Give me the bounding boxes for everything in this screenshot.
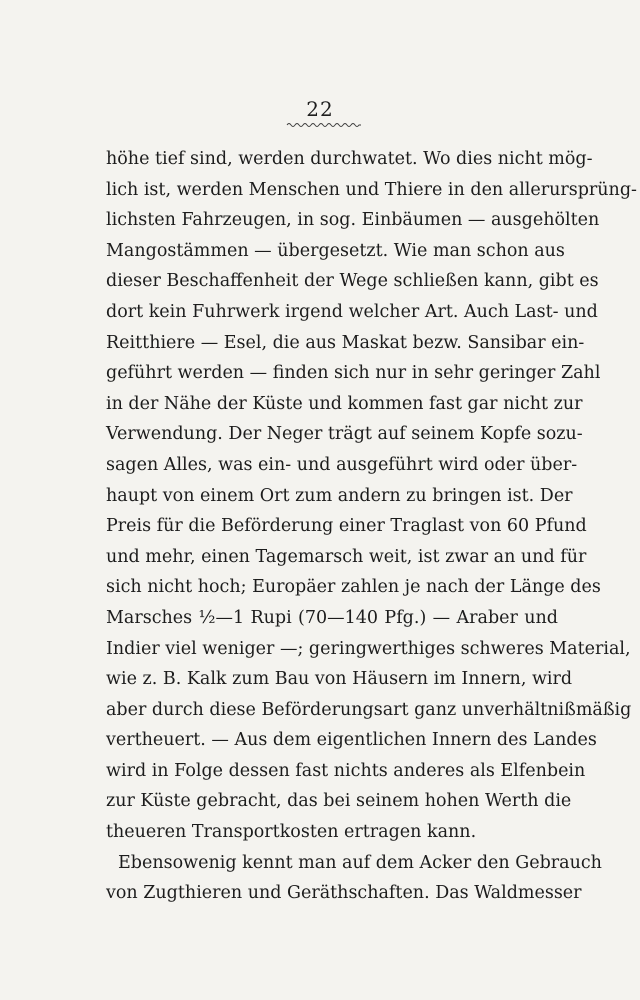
text-line: vertheuert. — Aus dem eigentlichen Innern des Landes bbox=[106, 730, 597, 751]
text-line: aber durch diese Beförderungsart ganz unverhältnißmäßig bbox=[106, 699, 632, 720]
text-line: sagen Alles, was ein- und ausgeführt wird oder über- bbox=[106, 454, 578, 475]
text-line: dort kein Fuhrwerk irgend welcher Art. Auch Last- und bbox=[106, 301, 598, 322]
paragraph-end-line: theueren Transportkosten ertragen kann. bbox=[106, 822, 477, 843]
body-text bbox=[106, 144, 637, 909]
text-line: lich ist, werden Menschen und Thiere in den allerursprüng- bbox=[106, 179, 637, 200]
text-line: wird in Folge dessen fast nichts anderes als Elfenbein bbox=[106, 760, 586, 781]
text-line: sich nicht hoch; Europäer zahlen je nach der Länge des bbox=[106, 577, 601, 598]
text-line: Preis für die Beförderung einer Traglast von 60 Pfund bbox=[106, 516, 587, 537]
text-line: Verwendung. Der Neger trägt auf seinem Kopfe sozu- bbox=[106, 424, 583, 445]
ornamental-rule bbox=[287, 122, 361, 128]
text-line: zur Küste gebracht, das bei seinem hohen Werth die bbox=[106, 791, 572, 812]
text-line: wie z. B. Kalk zum Bau von Häusern im Innern, wird bbox=[106, 669, 573, 690]
text-line: und mehr, einen Tagemarsch weit, ist zwar an und für bbox=[106, 546, 587, 567]
page-number: 22 bbox=[306, 97, 334, 121]
text-line: haupt von einem Ort zum andern zu bringen ist. Der bbox=[106, 485, 573, 506]
text-line: Marsches ½—1 Rupi (70—140 Pfg.) — Araber und bbox=[106, 607, 558, 628]
text-line: von Zugthieren und Geräthschaften. Das Waldmesser bbox=[106, 883, 582, 904]
text-line: Mangostämmen — übergesetzt. Wie man schon aus bbox=[106, 240, 565, 261]
text-line: Reitthiere — Esel, die aus Maskat bezw. Sansibar ein- bbox=[106, 332, 585, 353]
text-line: lichsten Fahrzeugen, in sog. Einbäumen — ausgehölten bbox=[106, 210, 600, 231]
text-line: höhe tief sind, werden durchwatet. Wo dies nicht mög- bbox=[106, 149, 593, 169]
text-line: geführt werden — finden sich nur in sehr geringer Zahl bbox=[106, 363, 601, 384]
text-line: in der Nähe der Küste und kommen fast gar nicht zur bbox=[106, 393, 583, 414]
text-line: dieser Beschaffenheit der Wege schließen kann, gibt es bbox=[106, 271, 599, 292]
paragraph-start-line: Ebensowenig kennt man auf dem Acker den Gebrauch bbox=[118, 852, 602, 873]
text-line: Indier viel weniger —; geringwerthiges schweres Material, bbox=[106, 638, 631, 659]
